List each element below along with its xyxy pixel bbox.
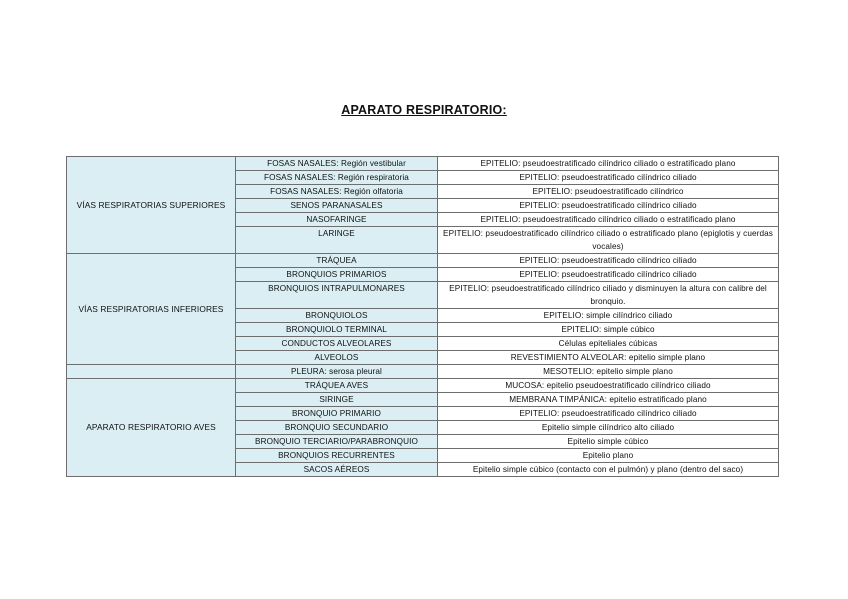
histology-table <box>66 156 779 477</box>
tissue-cell: EPITELIO: pseudoestratificado cilíndrico ciliado o estratificado plano <box>438 157 779 171</box>
tissue-cell: EPITELIO: pseudoestratificado cilíndrico ciliado <box>438 199 779 213</box>
structure-cell: BRONQUIOS RECURRENTES <box>236 449 438 463</box>
structure-cell: TRÁQUEA AVES <box>236 379 438 393</box>
structure-cell: TRÁQUEA <box>236 254 438 268</box>
group-cell: APARATO RESPIRATORIO AVES <box>67 379 236 477</box>
structure-cell: BRONQUIOS PRIMARIOS <box>236 268 438 282</box>
structure-cell: BRONQUIO PRIMARIO <box>236 407 438 421</box>
structure-cell: FOSAS NASALES: Región respiratoria <box>236 171 438 185</box>
tissue-cell: Epitelio plano <box>438 449 779 463</box>
structure-cell: BRONQUIO TERCIARIO/PARABRONQUIO <box>236 435 438 449</box>
tissue-cell: MESOTELIO: epitelio simple plano <box>438 365 779 379</box>
tissue-cell: EPITELIO: simple cilíndrico ciliado <box>438 309 779 323</box>
tissue-cell: Células epiteliales cúbicas <box>438 337 779 351</box>
tissue-cell: EPITELIO: pseudoestratificado cilíndrico ciliado <box>438 407 779 421</box>
tissue-cell: EPITELIO: pseudoestratificado cilíndrico <box>438 185 779 199</box>
tissue-cell: EPITELIO: pseudoestratificado cilíndrico ciliado o estratificado plano <box>438 213 779 227</box>
tissue-cell: EPITELIO: simple cúbico <box>438 323 779 337</box>
structure-cell: SENOS PARANASALES <box>236 199 438 213</box>
structure-cell: ALVEOLOS <box>236 351 438 365</box>
tissue-cell: MUCOSA: epitelio pseudoestratificado cilíndrico ciliado <box>438 379 779 393</box>
structure-cell: BRONQUIOLOS <box>236 309 438 323</box>
structure-cell: FOSAS NASALES: Región vestibular <box>236 157 438 171</box>
tissue-cell: Epitelio simple cúbico <box>438 435 779 449</box>
tissue-cell: EPITELIO: pseudoestratificado cilíndrico ciliado y disminuyen la altura con calibre del bronquio. <box>438 282 779 309</box>
tissue-cell: EPITELIO: pseudoestratificado cilíndrico ciliado o estratificado plano (epiglotis y cuerdas vocales) <box>438 227 779 254</box>
group-cell: VÍAS RESPIRATORIAS SUPERIORES <box>67 157 236 254</box>
tissue-cell: MEMBRANA TIMPÁNICA: epitelio estratificado plano <box>438 393 779 407</box>
structure-cell: BRONQUIOLO TERMINAL <box>236 323 438 337</box>
table-row <box>67 379 779 393</box>
structure-cell: LARINGE <box>236 227 438 254</box>
table-row <box>67 157 779 171</box>
structure-cell: CONDUCTOS ALVEOLARES <box>236 337 438 351</box>
tissue-cell: EPITELIO: pseudoestratificado cilíndrico ciliado <box>438 268 779 282</box>
structure-cell: NASOFARINGE <box>236 213 438 227</box>
table-row <box>67 254 779 268</box>
structure-cell: BRONQUIO SECUNDARIO <box>236 421 438 435</box>
structure-cell: FOSAS NASALES: Región olfatoria <box>236 185 438 199</box>
tissue-cell: Epitelio simple cilíndrico alto ciliado <box>438 421 779 435</box>
tissue-cell: REVESTIMIENTO ALVEOLAR: epitelio simple plano <box>438 351 779 365</box>
structure-cell: PLEURA: serosa pleural <box>236 365 438 379</box>
structure-cell: SACOS AÉREOS <box>236 463 438 477</box>
page-title: APARATO RESPIRATORIO: <box>341 103 507 117</box>
group-cell: VÍAS RESPIRATORIAS INFERIORES <box>67 254 236 365</box>
group-cell <box>67 365 236 379</box>
tissue-cell: EPITELIO: pseudoestratificado cilíndrico ciliado <box>438 254 779 268</box>
table-row <box>67 365 779 379</box>
tissue-cell: EPITELIO: pseudoestratificado cilíndrico ciliado <box>438 171 779 185</box>
structure-cell: SIRINGE <box>236 393 438 407</box>
tissue-cell: Epitelio simple cúbico (contacto con el pulmón) y plano (dentro del saco) <box>438 463 779 477</box>
structure-cell: BRONQUIOS INTRAPULMONARES <box>236 282 438 309</box>
